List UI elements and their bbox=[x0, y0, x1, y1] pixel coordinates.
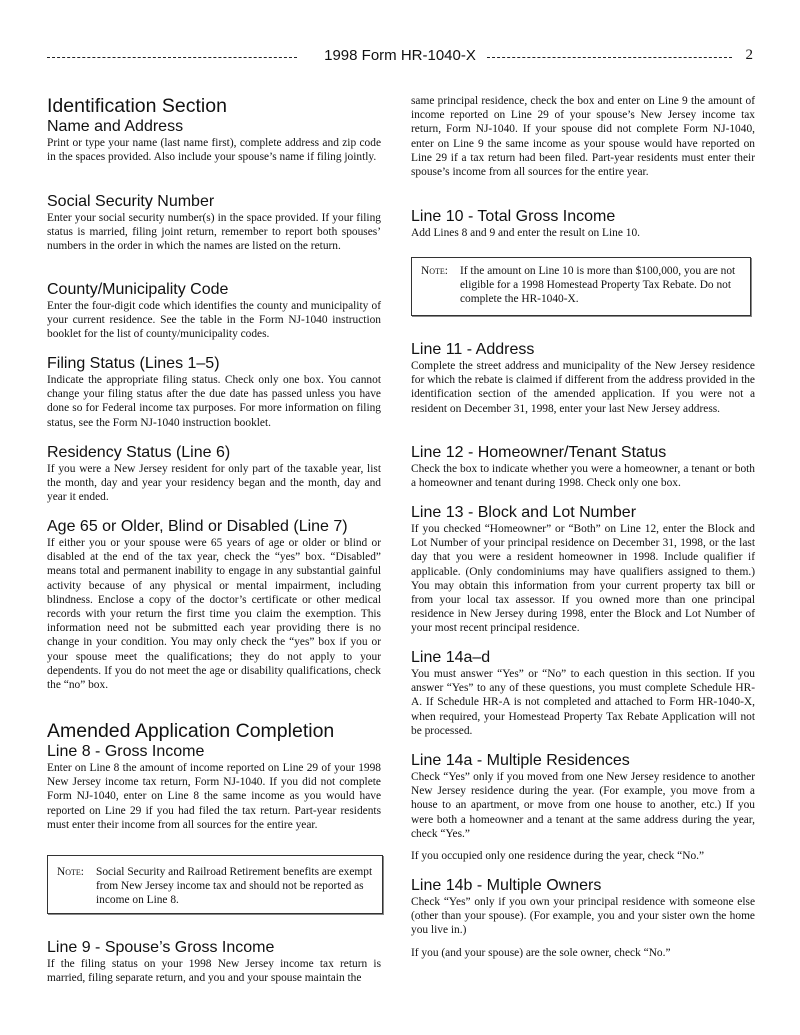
heading-filing: Filing Status (Lines 1–5) bbox=[47, 355, 220, 372]
line14b-text: Check “Yes” only if you own your principal residence with someone else (other than your spouse). (For example, you and your sister own the home you live in.) bbox=[411, 896, 755, 937]
form-title: 1998 Form HR-1040-X bbox=[324, 47, 476, 64]
filing-block bbox=[47, 354, 381, 430]
line11-text: Complete the street address and municipality of the New Jersey residence for which the rebate is claimed if different from the address provided in the identification section of the amended application. If you were not a resident on December 31, 1998, enter your last New Jersey address. bbox=[411, 360, 755, 415]
heading-line9: Line 9 - Spouse’s Gross Income bbox=[47, 939, 275, 956]
line13-text: If you checked “Homeowner” or “Both” on Line 12, enter the Block and Lot Number of your principal residence on December 31, 1998, or the last day that you were a resident homeowner in 1998. Include qualifier if applicable. (Only condominiums may have qualifiers assigned to them.) You may obtain this information from your current property tax bill or from your local tax assessor. If you owned more than one principal residence in New Jersey during 1998, enter the Block and Lot Number of your most recent principal residence. bbox=[411, 523, 755, 635]
heading-line11: Line 11 - Address bbox=[411, 341, 535, 358]
line10-text: Add Lines 8 and 9 and enter the result on Line 10. bbox=[411, 227, 641, 239]
line9-continued bbox=[411, 94, 755, 179]
line14a-block bbox=[411, 751, 755, 863]
header-rule-right bbox=[487, 57, 732, 58]
heading-county: County/Municipality Code bbox=[47, 281, 229, 298]
line14-block bbox=[411, 648, 755, 738]
line9-block bbox=[47, 938, 381, 985]
heading-age: Age 65 or Older, Blind or Disabled (Line 7) bbox=[47, 518, 348, 535]
line10-block bbox=[411, 207, 755, 240]
heading-ssn: Social Security Number bbox=[47, 193, 215, 210]
heading-line14b: Line 14b - Multiple Owners bbox=[411, 877, 602, 894]
note-label: Note: bbox=[421, 265, 448, 277]
section-heading-amended: Amended Application Completion bbox=[47, 720, 335, 742]
heading-line14a: Line 14a - Multiple Residences bbox=[411, 752, 630, 769]
age-text: If either you or your spouse were 65 years of age or older or blind or disabled at the end of the tax year, check the “yes” box. “Disabled” means total and permanent inability to engage in any substantial gainful activity because of any physical or mental impairment, including blindness. Enclose a copy of the doctor’s certificate or other medical records with your return the first time you claim the exemption. This information need not be submitted each year providing there is no change in your condition. You may only check the “yes” box if you or your spouse meet the qualifications; they do not apply to your dependents. If you do not meet the age or disability qualifications, check the “no” box. bbox=[47, 537, 381, 692]
ssn-text: Enter your social security number(s) in the space provided. If your filing status is married, filing joint return, remember to report both spouses’ numbers in the order in which the names are listed on the return. bbox=[47, 212, 381, 253]
age-block bbox=[47, 517, 381, 692]
line14b-text-2: If you (and your spouse) are the sole owner, check “No.” bbox=[411, 946, 671, 959]
line9-continued-text: same principal residence, check the box and enter on Line 9 the amount of income reported on Line 29 of your spouse’s New Jersey income tax return, Form NJ-1040. If your spouse did not complete Form NJ-1040, enter on Line 9 the same income as your spouse would have reported on Line 29 if a tax return had been filed. Part-year residents must enter their spouse’s income from all sources for the entire year. bbox=[411, 95, 755, 179]
residency-block bbox=[47, 443, 381, 505]
line14a-text-2: If you occupied only one residence during the year, check “No.” bbox=[411, 850, 705, 863]
line11-block bbox=[411, 340, 755, 416]
name-address-text: Print or type your name (last name first), complete address and zip code in the spaces provided. Also include your spouse’s name if filing jointly. bbox=[47, 137, 381, 164]
county-block bbox=[47, 280, 381, 342]
heading-line13: Line 13 - Block and Lot Number bbox=[411, 504, 637, 521]
county-text: Enter the four-digit code which identifies the county and municipality of your current residence. See the table in the Form NJ-1040 instruction booklet for the list of county/municipality codes. bbox=[47, 300, 381, 341]
heading-line8: Line 8 - Gross Income bbox=[47, 743, 205, 760]
heading-name-address: Name and Address bbox=[47, 118, 184, 135]
line12-block bbox=[411, 443, 755, 490]
note-box-line8 bbox=[47, 855, 383, 914]
line14b-block bbox=[411, 876, 755, 960]
page-number: 2 bbox=[745, 47, 753, 63]
note-text: Social Security and Railroad Retirement benefits are exempt from New Jersey income tax and should not be reported as income on Line 8. bbox=[96, 866, 373, 907]
line14a-text: Check “Yes” only if you moved from one New Jersey residence to another New Jersey residence during the year. (For example, you move from a house to an apartment, or move from one house to another, etc.) If you were both a homeowner and a tenant at the same address during the year, check “Yes.” bbox=[411, 771, 755, 840]
line9-text: If the filing status on your 1998 New Jersey income tax return is married, filing separate return, and you and your spouse maintain the bbox=[47, 958, 381, 985]
note-label: Note: bbox=[57, 866, 84, 878]
note-box-line10 bbox=[411, 257, 751, 316]
line8-text: Enter on Line 8 the amount of income reported on Line 29 of your 1998 New Jersey income tax return, Form NJ-1040. If you did not complete Form NJ-1040, enter on Line 8 the same income as you would have reported on Line 29 if you had filed the tax return. Part-year residents must enter their income from all sources for the entire year. bbox=[47, 762, 381, 831]
line14-text: You must answer “Yes” or “No” to each question in this section. If you answer “Yes” to any of these questions, you must complete Schedule HR-A. If Schedule HR-A is not completed and attached to Form HR-1040-X, when required, your Homestead Property Tax Rebate Application will not be processed. bbox=[411, 668, 755, 737]
page-header bbox=[47, 47, 753, 67]
amended-section bbox=[47, 720, 381, 832]
heading-line12: Line 12 - Homeowner/Tenant Status bbox=[411, 444, 667, 461]
line13-block bbox=[411, 503, 755, 636]
section-heading: Identification Section bbox=[47, 95, 227, 117]
residency-text: If you were a New Jersey resident for only part of the taxable year, list the month, day and year your residency began and the month, day and year it ended. bbox=[47, 463, 381, 504]
heading-residency: Residency Status (Line 6) bbox=[47, 444, 231, 461]
filing-text: Indicate the appropriate filing status. Check only one box. You cannot change your filing status after the due date has passed unless you have done so for Federal income tax purposes. For more information on filing status, see the Form NJ-1040 instruction booklet. bbox=[47, 374, 381, 429]
note-text: If the amount on Line 10 is more than $100,000, you are not eligible for a 1998 Homestead Property Tax Rebate. Do not complete the HR-1040-X. bbox=[460, 265, 736, 306]
ssn-block bbox=[47, 192, 381, 254]
line12-text: Check the box to indicate whether you were a homeowner, a tenant or both a homeowner and tenant during 1998. Check only one box. bbox=[411, 463, 755, 490]
heading-line10: Line 10 - Total Gross Income bbox=[411, 208, 616, 225]
identification-section bbox=[47, 95, 381, 164]
heading-line14: Line 14a–d bbox=[411, 649, 491, 666]
